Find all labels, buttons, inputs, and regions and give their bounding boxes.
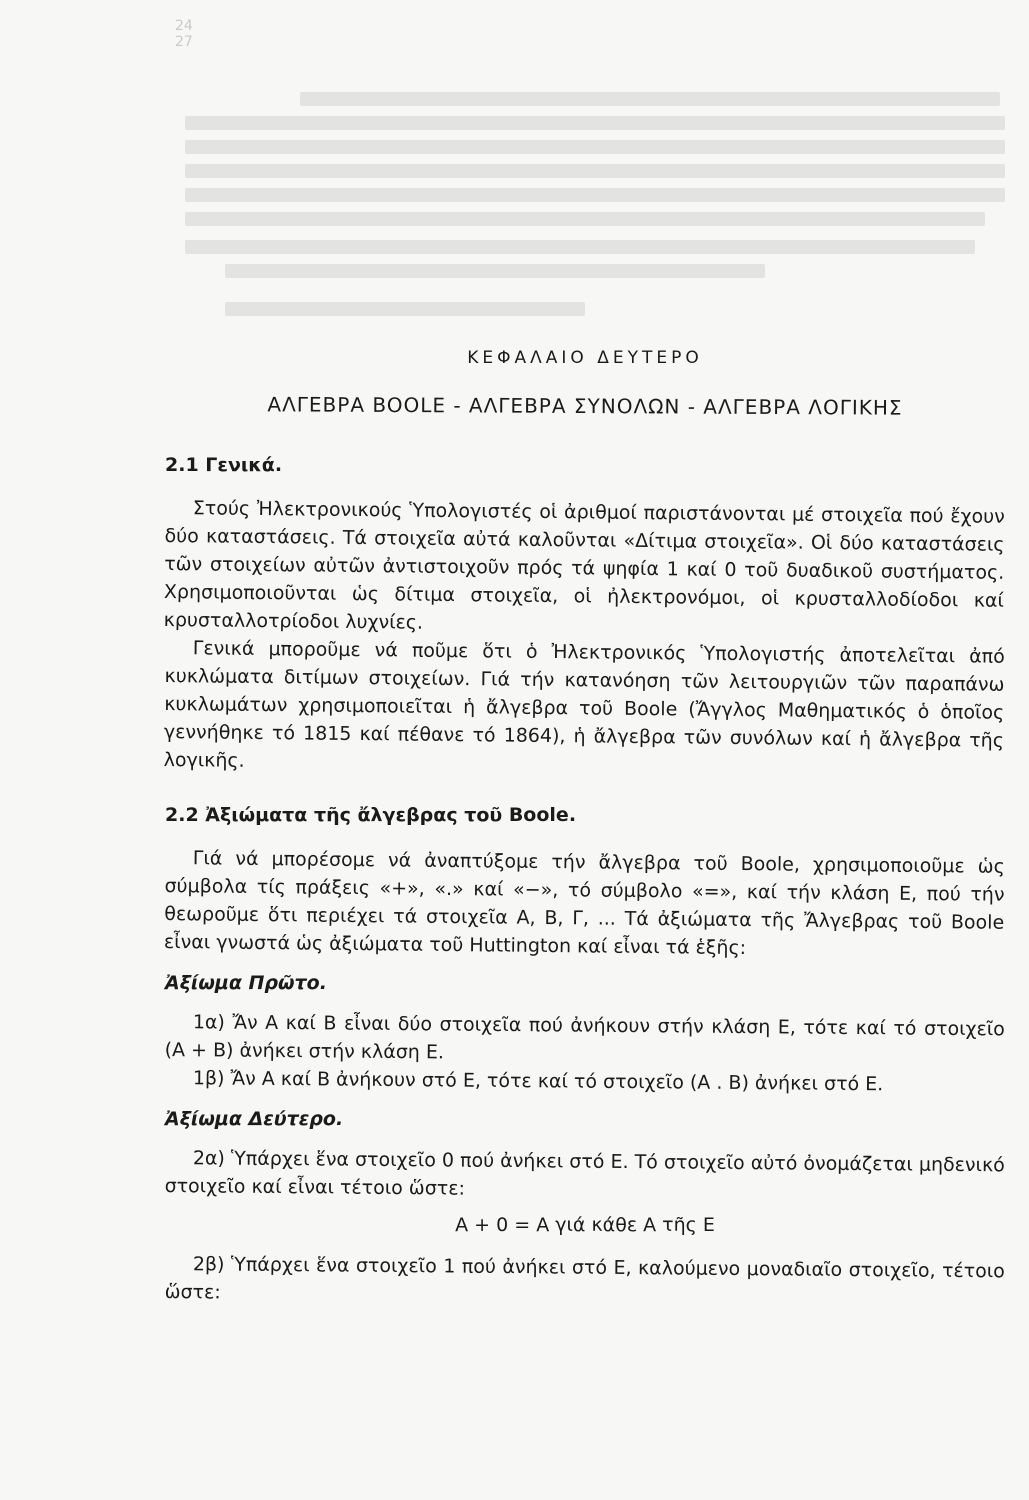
axiom-item: 1β) Ἄν Α καί Β ἀνήκουν στό Ε, τότε καί τό στοιχεῖο (Α . Β) ἀνήκει στό Ε. <box>192 1067 884 1096</box>
axiom-item: 2β) Ὑπάρχει ἕνα στοιχεῖο 1 πού ἀνήκει στό Ε, καλούμενο μοναδιαῖο στοιχεῖο, τέτοιο ὥστε: <box>164 1253 1005 1304</box>
bleed-line <box>185 240 975 254</box>
bleed-line <box>185 164 1005 178</box>
bleed-line <box>185 212 985 226</box>
bleed-line <box>300 92 1000 106</box>
bleed-line <box>225 264 765 278</box>
bleed-through <box>0 0 1029 320</box>
bleed-line <box>185 140 1005 154</box>
axiom-item: 2α) Ὑπάρχει ἕνα στοιχεῖο 0 πού ἀνήκει στό Ε. Τό στοιχεῖο αὐτό ὀνομάζεται μηδενικό στοιχεῖο καί εἶναι τέτοιο ὥστε: <box>164 1147 1005 1200</box>
document-page <box>165 348 1005 1306</box>
formula: Α + 0 = Α γιά κάθε Α τῆς Ε <box>455 1214 715 1236</box>
chapter-title: ΑΛΓΕΒΡΑ BOOLE - ΑΛΓΕΒΡΑ ΣΥΝΟΛΩΝ - ΑΛΓΕΒΡΑ ΛΟΓΙΚΗΣ <box>267 392 903 420</box>
section-heading: 2.1 Γενικά. <box>165 454 283 476</box>
paragraph: Γενικά μποροῦμε νά ποῦμε ὅτι ὁ Ἠλεκτρονικός Ὑπολογιστής ἀποτελεῖται ἀπό κυκλώματα διτίμων στοιχείων. Γιά τήν κατανόηση τῶν λειτουργιῶν τῶν παραπάνω κυκλωμάτων χρησιμοποιεῖται ἡ ἄλγεβρα τοῦ Boole (Ἄγγλος Μαθηματικός ὁ ὁποῖος γεννήθηκε τό 1815 καί πέθανε τό 1864), ἡ ἄλγεβρα τῶν συνόλων καί ἡ ἄλγεβρα τῆς λογικῆς. <box>163 637 1005 772</box>
axiom-item: 1α) Ἄν Α καί Β εἶναι δύο στοιχεῖα πού ἀνήκουν στήν κλάση Ε, τότε καί τό στοιχεῖο (Α + Β) ἀνήκει στήν κλάση Ε. <box>164 1011 1005 1064</box>
bleed-page-number: 24 27 <box>175 18 193 50</box>
chapter-label: ΚΕΦΑΛΑΙΟ ΔΕΥΤΕΡΟ <box>467 348 703 368</box>
paragraph: Γιά νά μπορέσομε νά ἀναπτύξομε τήν ἄλγεβρα τοῦ Boole, χρησιμοποιοῦμε ὡς σύμβολα τίς πράξεις «+», «.» καί «−», τό σύμβολο «=», καί τήν κλάση Ε, πού τήν θεωροῦμε ὅτι περιέχει τά στοιχεῖα Α, Β, Γ, ... Τά ἀξιώματα τῆς Ἄλγεβρας τοῦ Boole εἶναι γνωστά ὡς ἀξιώματα τοῦ Huttington καί εἶναι τά ἑξῆς: <box>163 847 1005 960</box>
axiom-title: Ἀξίωμα Δεύτερο. <box>165 1108 344 1130</box>
bleed-line <box>225 302 585 316</box>
bleed-line <box>185 188 1005 202</box>
bleed-line <box>185 116 1005 130</box>
section-heading: 2.2 Ἀξιώματα τῆς ἄλγεβρας τοῦ Boole. <box>165 804 577 826</box>
paragraph: Στούς Ἠλεκτρονικούς Ὑπολογιστές οἱ ἀριθμοί παριστάνονται μέ στοιχεῖα πού ἔχουν δύο καταστάσεις. Τά στοιχεῖα αὐτά καλοῦνται «Δίτιμα στοιχεῖα». Οἱ δύο καταστάσεις τῶν στοιχείων αὐτῶν ἀντιστοιχοῦν πρός τά ψηφία 1 καί 0 τοῦ δυαδικοῦ συστήματος. Χρησιμοποιοῦνται ὡς δίτιμα στοιχεῖα, οἱ ἠλεκτρονόμοι, οἱ κρυσταλλοδίοδοι καί κρυσταλλοτρίοδοι λυχνίες. <box>163 497 1005 634</box>
axiom-title: Ἀξίωμα Πρῶτο. <box>165 972 327 994</box>
